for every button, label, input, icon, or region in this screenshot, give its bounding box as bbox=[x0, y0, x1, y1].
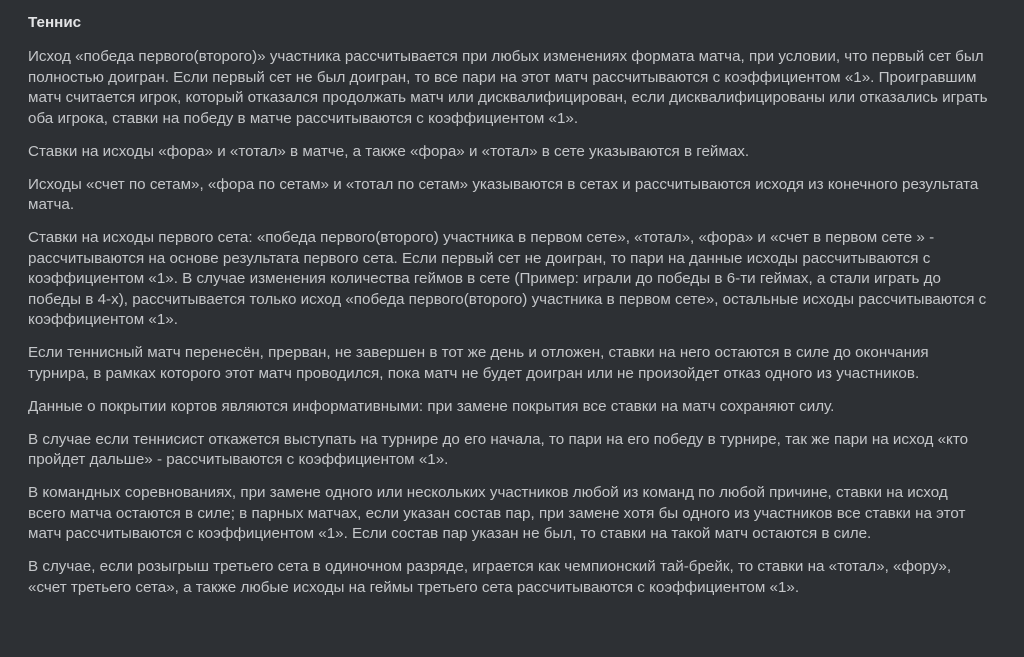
rule-paragraph: В случае, если розыгрыш третьего сета в одиночном разряде, играется как чемпионский тай-брейк, то ставки на «тотал», «фору», «счет третьего сета», а также любые исходы на геймы третьего сета рассчитываются с коэффициентом «1». bbox=[28, 558, 952, 596]
rules-section bbox=[28, 13, 988, 611]
rule-paragraph: Ставки на исходы «фора» и «тотал» в матче, а также «фора» и «тотал» в сете указываются в геймах. bbox=[28, 142, 750, 160]
rule-paragraph: Данные о покрытии кортов являются информативными: при замене покрытия все ставки на матч сохраняют силу. bbox=[28, 397, 835, 415]
rule-paragraph: Исходы «счет по сетам», «фора по сетам» и «тотал по сетам» указываются в сетах и рассчитываются исходя из конечного результата матча. bbox=[28, 175, 979, 213]
rule-paragraph: Исход «победа первого(второго)» участника рассчитывается при любых изменениях формата матча, при условии, что первый сет был полностью доигран. Если первый сет не был доигран, то все пари на этот матч рассчитываются с коэффициентом «1». Проигравшим матч считается игрок, который отказался продолжать матч или дисквалифицирован, если дисквалифицированы или отказались играть оба игрока, ставки на победу в матче рассчитываются с коэффициентом «1». bbox=[28, 48, 988, 127]
rule-paragraph: Если теннисный матч перенесён, прерван, не завершен в тот же день и отложен, ставки на него остаются в силе до окончания турнира, в рамках которого этот матч проводился, пока матч не будет доигран или не произойдет отказ одного из участников. bbox=[28, 344, 929, 382]
rule-paragraph: Ставки на исходы первого сета: «победа первого(второго) участника в первом сете», «тотал», «фора» и «счет в первом сете » - рассчитываются на основе результата первого сета. Если первый сет не доигран, то пари на данные исходы рассчитываются с коэффициентом «1». В случае изменения количества геймов в сете (Пример: играли до победы в 6-ти геймах, а стали играть до победы в 4-х), рассчитывается только исход «победа первого(второго) участника в первом сете», остальные исходы рассчитываются с коэффициентом «1». bbox=[28, 229, 987, 328]
rule-paragraph: В случае если теннисист откажется выступать на турнире до его начала, то пари на его победу в турнире, так же пари на исход «кто пройдет дальше» - рассчитываются с коэффициентом «1». bbox=[28, 430, 969, 468]
section-title: Теннис bbox=[28, 14, 82, 31]
rule-paragraph: В командных соревнованиях, при замене одного или нескольких участников любой из команд по любой причине, ставки на исход всего матча остаются в силе; в парных матчах, если указан состав пар, при замене хотя бы одного из участников все ставки на этот матч рассчитываются с коэффициентом «1». Если состав пар указан не был, то ставки на такой матч остаются в силе. bbox=[28, 484, 966, 542]
